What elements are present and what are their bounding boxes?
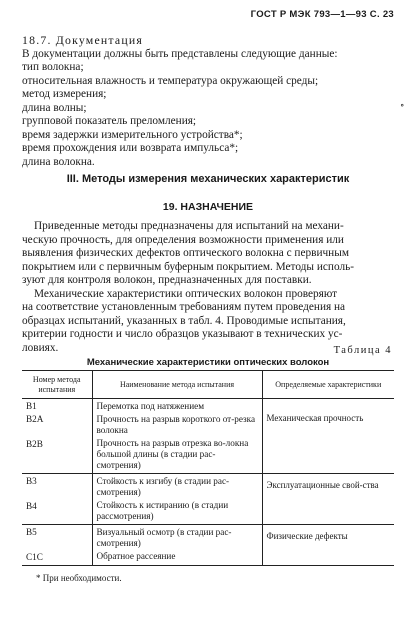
section-18-7 (22, 34, 394, 169)
method-names (92, 474, 262, 525)
table-caption: Механические характеристики оптических волокон (86, 357, 330, 368)
method-code: B4 (26, 501, 37, 511)
margin-mark: ∘ (400, 100, 405, 110)
doc-line: тип волокна; (22, 61, 84, 73)
para-line: ловиях. (22, 341, 59, 354)
method-name: Прочность на разрыв отрезка во-локна большой длины (в стадии рас-смотрения) (96, 438, 249, 470)
method-code: B2B (26, 439, 43, 449)
method-codes (22, 525, 92, 566)
table-row (22, 474, 394, 525)
method-name: Визуальный осмотр (в стадии рас-смотрения) (96, 527, 232, 548)
para-line: ческую прочность, для определения возможности применения или (22, 233, 344, 246)
table-row (22, 399, 394, 474)
doc-line: В документации должны быть представлены следующие данные: (22, 47, 338, 60)
method-names (92, 525, 262, 566)
method-name: Обратное рассеяние (96, 551, 176, 561)
doc-line: время прохождения или возврата импульса*; (22, 142, 239, 154)
method-name: Перемотка под натяжением (96, 401, 205, 411)
doc-line: длина волны; (22, 101, 87, 114)
characteristic: Физические дефекты (262, 525, 394, 566)
method-names (92, 399, 262, 474)
doc-line: метод измерения; (22, 88, 107, 100)
table-header-row (22, 371, 394, 399)
method-code: C1C (26, 552, 43, 562)
para-line: образцах испытаний, указанных в табл. 4. Проводимые испытания, (22, 314, 346, 327)
method-name: Стойкость к изгибу (в стадии рас-смотрения) (96, 476, 230, 497)
para-1 (22, 220, 394, 288)
method-code: B5 (26, 527, 37, 537)
characteristic: Эксплуатационные свой-ства (262, 474, 394, 525)
doc-line: групповой показатель преломления; (22, 115, 197, 127)
characteristic: Механическая прочность (262, 399, 394, 474)
section-18-7-title: 18.7. Документация (22, 33, 143, 47)
method-codes (22, 474, 92, 525)
para-line: выявления физических дефектов оптического волокна с первичным (22, 247, 349, 259)
doc-line: относительная влажность и температура окружающей среды; (22, 74, 319, 87)
header-method-number: Номер метода испытания (22, 371, 92, 399)
header-characteristics: Определяемые характеристики (262, 371, 394, 399)
method-name: Стойкость к истиранию (в стадии рассмотрения) (96, 500, 229, 521)
section-19-body (22, 220, 394, 355)
para-line: Приведенные методы предназначены для испытаний на механи- (34, 220, 344, 232)
para-line: покрытием или с первичным буферным покрытием. Методы исполь- (22, 260, 354, 273)
method-name: Прочность на разрыв короткого от-резка волокна (96, 414, 256, 435)
section-iii-heading: III. Методы измерения механических характеристик (66, 173, 350, 185)
doc-line: длина волокна. (22, 155, 95, 168)
method-code: B3 (26, 476, 37, 486)
table-row (22, 525, 394, 566)
para-line: зуют для контроля волокон, предназначенных для поставки. (22, 274, 312, 286)
footnote: * При необходимости. (36, 573, 122, 583)
characteristics-table (22, 370, 394, 566)
method-codes (22, 399, 92, 474)
section-19-heading: 19. НАЗНАЧЕНИЕ (162, 201, 254, 213)
para-line: Механические характеристики оптических волокон проверяют (34, 287, 338, 300)
method-code: B2A (26, 414, 44, 424)
header-method-name: Наименование метода испытания (92, 371, 262, 399)
page-header: ГОСТ Р МЭК 793—1—93 С. 23 (250, 9, 394, 20)
table-label: Таблица 4 (333, 345, 392, 356)
method-code: B1 (26, 401, 37, 411)
doc-line: время задержки измерительного устройства*; (22, 128, 243, 141)
para-line: на соответствие установленным требованиям путем проведения на (22, 301, 346, 313)
para-line: критерии годности и число образцов указывают в технических ус- (22, 328, 343, 340)
